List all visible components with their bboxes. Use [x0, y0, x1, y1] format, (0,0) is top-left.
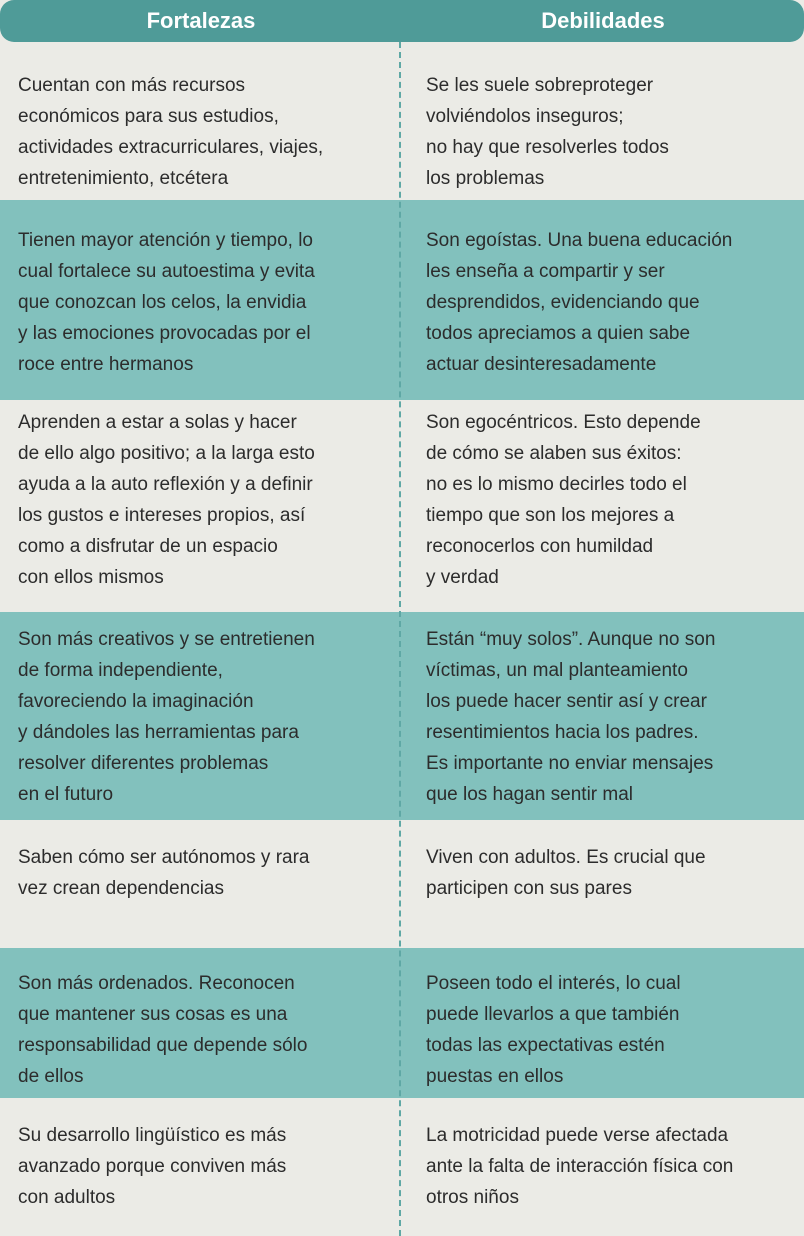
- debilidad-cell: Viven con adultos. Es crucial que participen con sus pares: [426, 847, 706, 899]
- table-row-1: [0, 42, 804, 200]
- table-row-3: [0, 400, 804, 612]
- header-fortalezas: Fortalezas: [146, 8, 256, 33]
- fortaleza-cell: Su desarrollo lingüístico es más avanzado porque conviven más con adultos: [18, 1125, 287, 1208]
- fortaleza-cell: Aprenden a estar a solas y hacer de ello algo positivo; a la larga esto ayuda a la auto reflexión y a definir los gustos e intereses propios, así como a disfrutar de un espacio con ellos mismos: [18, 412, 315, 588]
- column-divider: [399, 42, 401, 1236]
- debilidad-cell: Poseen todo el interés, lo cual puede llevarlos a que también todas las expectativas estén puestas en ellos: [426, 973, 681, 1087]
- fortaleza-cell: Tienen mayor atención y tiempo, lo cual fortalece su autoestima y evita que conozcan los celos, la envidia y las emociones provocadas por el roce entre hermanos: [18, 230, 315, 375]
- debilidad-cell: Son egocéntricos. Esto depende de cómo se alaben sus éxitos: no es lo mismo decirles todo el tiempo que son los mejores a reconocerlos con humildad y verdad: [426, 412, 701, 588]
- table-header: [0, 0, 804, 42]
- table-row-5: [0, 820, 804, 948]
- table-row-4: [0, 612, 804, 820]
- debilidad-cell: Están “muy solos”. Aunque no son víctimas, un mal planteamiento los puede hacer sentir así y crear resentimientos hacia los padres. Es importante no enviar mensajes que los hagan sentir mal: [426, 629, 716, 805]
- table-row-7: [0, 1098, 804, 1236]
- debilidad-cell: La motricidad puede verse afectada ante la falta de interacción física con otros niños: [426, 1125, 734, 1208]
- debilidad-cell: Se les suele sobreproteger volviéndolos inseguros; no hay que resolverles todos los problemas: [426, 75, 669, 189]
- debilidad-cell: Son egoístas. Una buena educación les enseña a compartir y ser desprendidos, evidenciando que todos apreciamos a quien sabe actuar desinteresadamente: [426, 230, 733, 375]
- fortaleza-cell: Cuentan con más recursos económicos para sus estudios, actividades extracurriculares, viajes, entretenimiento, etcétera: [18, 75, 324, 189]
- fortaleza-cell: Son más creativos y se entretienen de forma independiente, favoreciendo la imaginación y dándoles las herramientas para resolver diferentes problemas en el futuro: [18, 629, 315, 805]
- fortaleza-cell: Son más ordenados. Reconocen que mantener sus cosas es una responsabilidad que depende sólo de ellos: [18, 973, 308, 1087]
- table-row-2: [0, 200, 804, 400]
- table-row-6: [0, 948, 804, 1098]
- fortaleza-cell: Saben cómo ser autónomos y rara vez crean dependencias: [18, 847, 310, 899]
- header-debilidades: Debilidades: [541, 8, 665, 33]
